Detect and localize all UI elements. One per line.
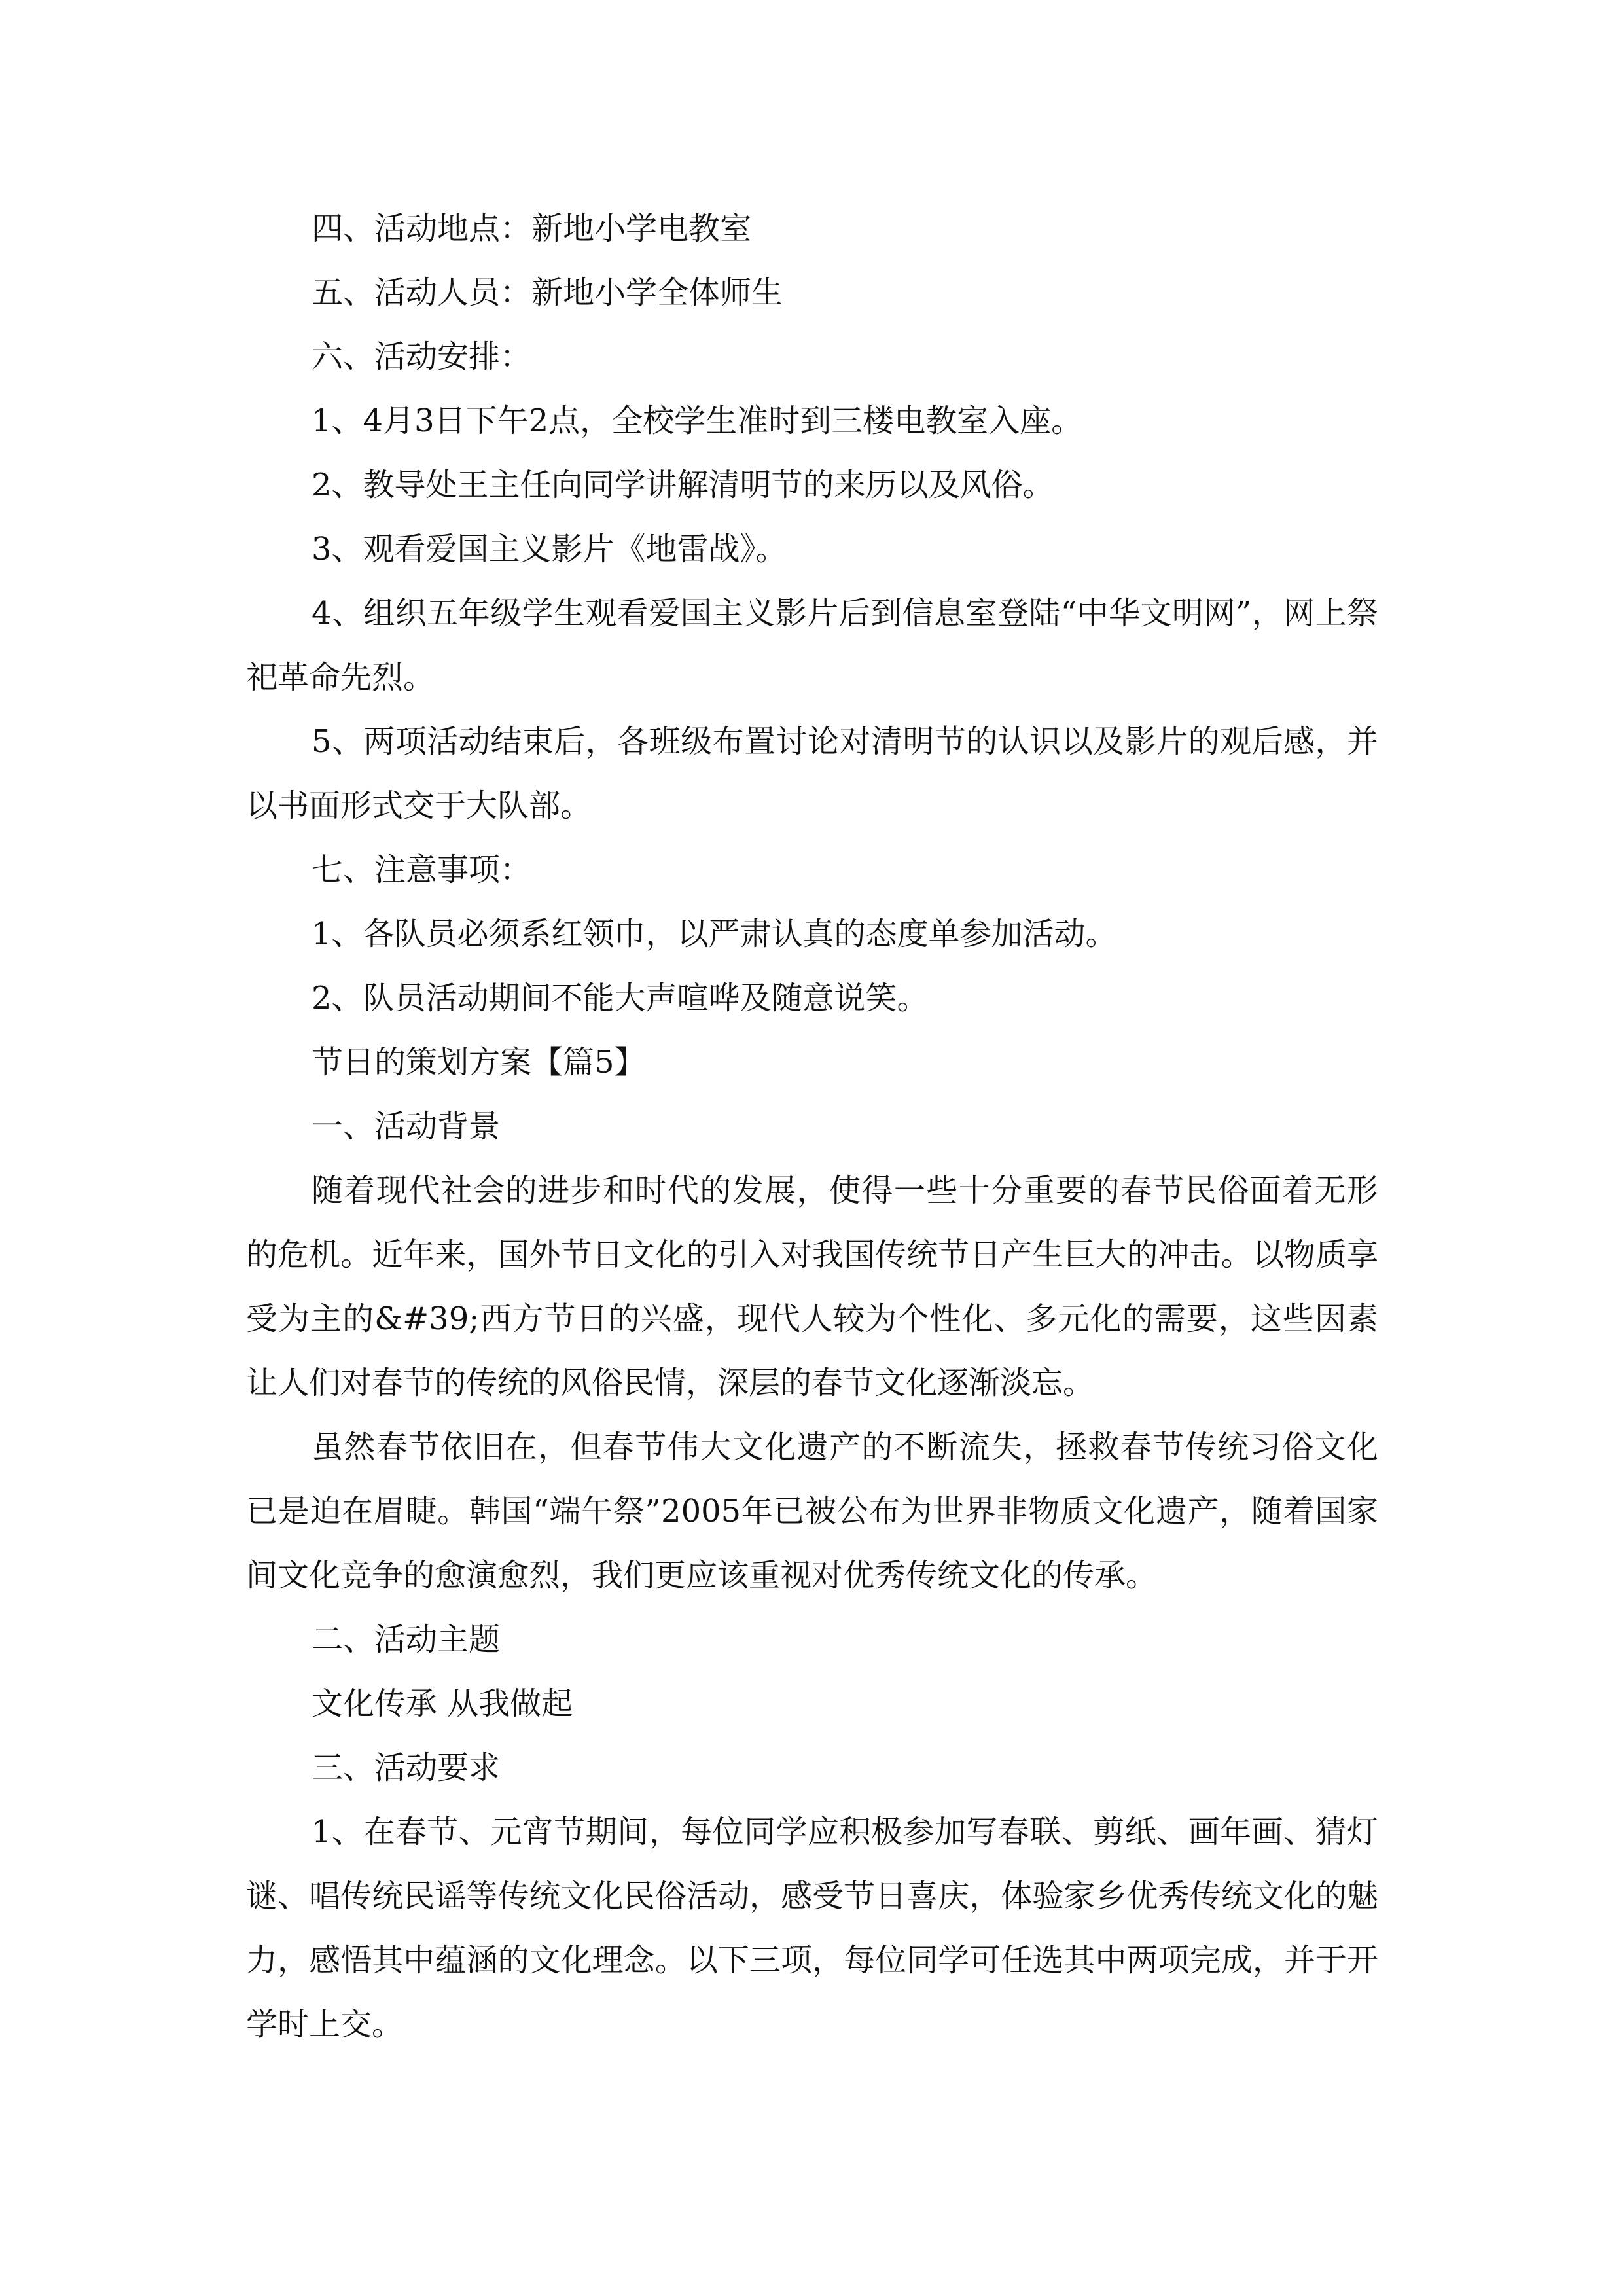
paragraph-background-text-1: 随着现代社会的进步和时代的发展，使得一些十分重要的春节民俗面着无形的危机。近年来，国外节日文化的引入对我国传统节日产生巨大的冲击。以物质享受为主的&#39;西方节日的兴盛，现代人较为个性化、多元化的需要，这些因素让人们对春节的传统的风俗民情，深层的春节文化逐渐淡忘。 [246, 1172, 1378, 1401]
section-title-plan-5: 节日的策划方案【篇5】 [312, 1044, 646, 1081]
paragraph-background-text-2: 虽然春节依旧在，但春节伟大文化遗产的不断流失，拯救春节传统习俗文化已是迫在眉睫。韩国“端午祭”2005年已被公布为世界非物质文化遗产，随着国家间文化竞争的愈演愈烈，我们更应该重视对优秀传统文化的传承。 [246, 1429, 1378, 1594]
paragraph-schedule-item-2: 2、教导处王主任向同学讲解清明节的来历以及风俗。 [312, 467, 1054, 503]
paragraph-notes-heading: 七、注意事项： [312, 852, 532, 888]
paragraph-activity-schedule-heading: 六、活动安排： [312, 338, 532, 375]
document-body [246, 196, 1378, 2056]
paragraph-schedule-item-5: 5、两项活动结束后，各班级布置讨论对清明节的认识以及影片的观后感，并以书面形式交于大队部。 [246, 723, 1378, 824]
paragraph-activity-participants: 五、活动人员：新地小学全体师生 [312, 274, 783, 311]
paragraph-theme-heading: 二、活动主题 [312, 1621, 501, 1658]
paragraph-notes-item-2: 2、队员活动期间不能大声喧哗及随意说笑。 [312, 980, 929, 1016]
paragraph-requirements-item-1: 1、在春节、元宵节期间，每位同学应积极参加写春联、剪纸、画年画、猜灯谜、唱传统民谣等传统文化民俗活动，感受节日喜庆，体验家乡优秀传统文化的魅力，感悟其中蕴涵的文化理念。以下三项，每位同学可任选其中两项完成，并于开学时上交。 [246, 1814, 1378, 2043]
paragraph-notes-item-1: 1、各队员必须系红领巾，以严肃认真的态度单参加活动。 [312, 916, 1117, 952]
paragraph-requirements-heading: 三、活动要求 [312, 1749, 501, 1786]
paragraph-schedule-item-3: 3、观看爱国主义影片《地雷战》。 [312, 531, 787, 567]
paragraph-theme-text: 文化传承 从我做起 [312, 1685, 573, 1722]
paragraph-schedule-item-4: 4、组织五年级学生观看爱国主义影片后到信息室登陆“中华文明网”，网上祭祀革命先烈。 [246, 595, 1378, 696]
paragraph-schedule-item-1: 1、4月3日下午2点，全校学生准时到三楼电教室入座。 [312, 403, 1083, 439]
paragraph-background-heading: 一、活动背景 [312, 1108, 501, 1145]
paragraph-activity-location: 四、活动地点：新地小学电教室 [312, 210, 752, 247]
